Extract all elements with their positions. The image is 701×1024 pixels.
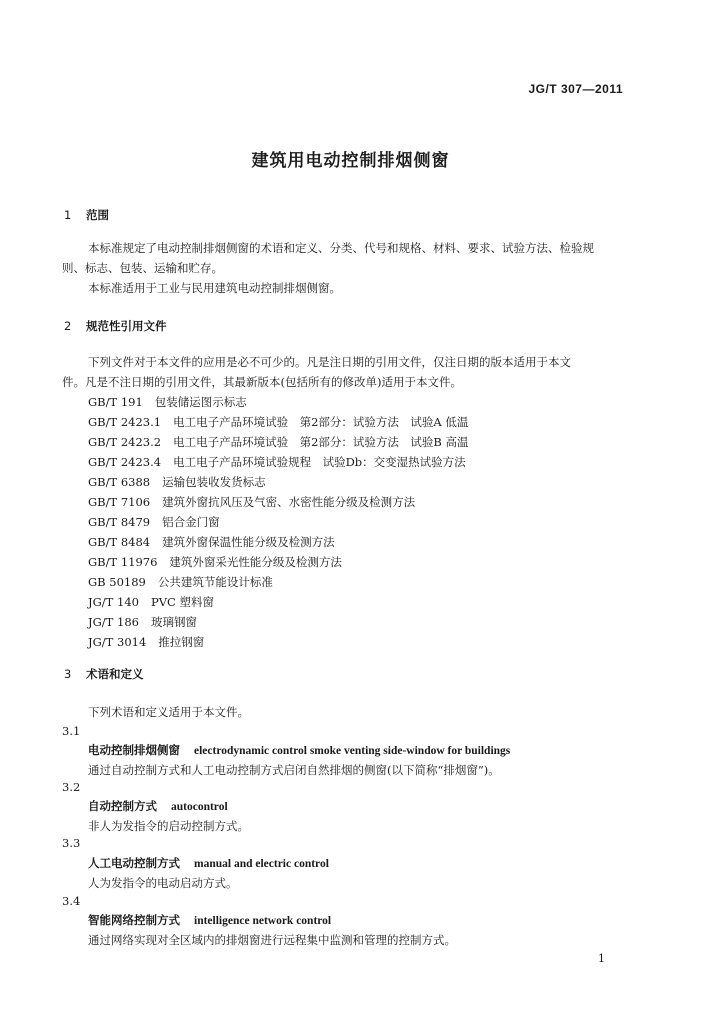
section-1-heading xyxy=(64,207,109,223)
term-heading: 人工电动控制方式 manual and electric control xyxy=(88,856,329,870)
term-definition: 人为发指令的电动启动方式。 xyxy=(88,876,238,890)
section-1-para-2: 本标准适用于工业与民用建筑电动控制排烟侧窗。 xyxy=(88,281,341,295)
section-1-para-1-line-2: 则、标志、包装、运输和贮存。 xyxy=(62,261,223,275)
term-definition: 通过网络实现对全区域内的排烟窗进行远程集中监测和管理的控制方式。 xyxy=(88,933,456,947)
document-title: 建筑用电动控制排烟侧窗 xyxy=(251,151,450,171)
section-title: 范围 xyxy=(86,208,109,222)
standard-code: JG/T 307—2011 xyxy=(528,82,623,96)
term-heading: 自动控制方式 autocontrol xyxy=(88,799,228,813)
term-number: 3.1 xyxy=(62,724,81,738)
term-heading: 智能网络控制方式 intelligence network control xyxy=(88,913,332,927)
section-2-para-line-2: 件。凡是不注日期的引用文件，其最新版本(包括所有的修改单)适用于本文件。 xyxy=(62,375,462,389)
reference-item: JG/T 140 PVC 塑料窗 xyxy=(88,595,214,609)
reference-item: GB/T 6388 运输包装收发货标志 xyxy=(88,475,266,489)
term-number: 3.4 xyxy=(62,894,81,908)
section-number: 1 xyxy=(64,208,72,222)
reference-item: GB/T 2423.4 电工电子产品环境试验规程 试验Db：交变湿热试验方法 xyxy=(88,455,466,469)
section-title: 规范性引用文件 xyxy=(86,319,167,333)
reference-item: JG/T 3014 推拉钢窗 xyxy=(88,635,205,649)
reference-item: GB/T 8484 建筑外窗保温性能分级及检测方法 xyxy=(88,535,335,549)
reference-item: GB/T 8479 铝合金门窗 xyxy=(88,515,220,529)
term-definition: 非人为发指令的启动控制方式。 xyxy=(88,819,249,833)
section-3-heading xyxy=(64,666,144,682)
reference-item: GB/T 2423.2 电工电子产品环境试验 第2部分：试验方法 试验B 高温 xyxy=(88,435,469,449)
reference-item: GB/T 7106 建筑外窗抗风压及气密、水密性能分级及检测方法 xyxy=(88,495,416,509)
page-number: 1 xyxy=(598,952,605,965)
reference-item: JG/T 186 玻璃钢窗 xyxy=(88,615,197,629)
term-definition: 通过自动控制方式和人工电动控制方式启闭自然排烟的侧窗(以下简称“排烟窗”)。 xyxy=(88,763,500,777)
section-title: 术语和定义 xyxy=(86,667,144,681)
reference-item: GB/T 11976 建筑外窗采光性能分级及检测方法 xyxy=(88,555,342,569)
reference-item: GB 50189 公共建筑节能设计标准 xyxy=(88,575,273,589)
section-number: 2 xyxy=(64,319,72,333)
term-number: 3.2 xyxy=(62,780,81,794)
section-1-para-1-line-1: 本标准规定了电动控制排烟侧窗的术语和定义、分类、代号和规格、材料、要求、试验方法、检验规 xyxy=(88,241,594,255)
section-2-heading xyxy=(64,318,167,334)
section-2-para-line-1: 下列文件对于本文件的应用是必不可少的。凡是注日期的引用文件，仅注日期的版本适用于本文 xyxy=(88,355,571,369)
reference-item: GB/T 191 包装储运图示标志 xyxy=(88,395,247,409)
section-number: 3 xyxy=(64,667,72,681)
section-3-intro: 下列术语和定义适用于本文件。 xyxy=(88,705,249,719)
term-number: 3.3 xyxy=(62,836,81,850)
term-heading: 电动控制排烟侧窗 electrodynamic control smoke venting side-window for buildings xyxy=(88,743,511,757)
reference-item: GB/T 2423.1 电工电子产品环境试验 第2部分：试验方法 试验A 低温 xyxy=(88,415,469,429)
